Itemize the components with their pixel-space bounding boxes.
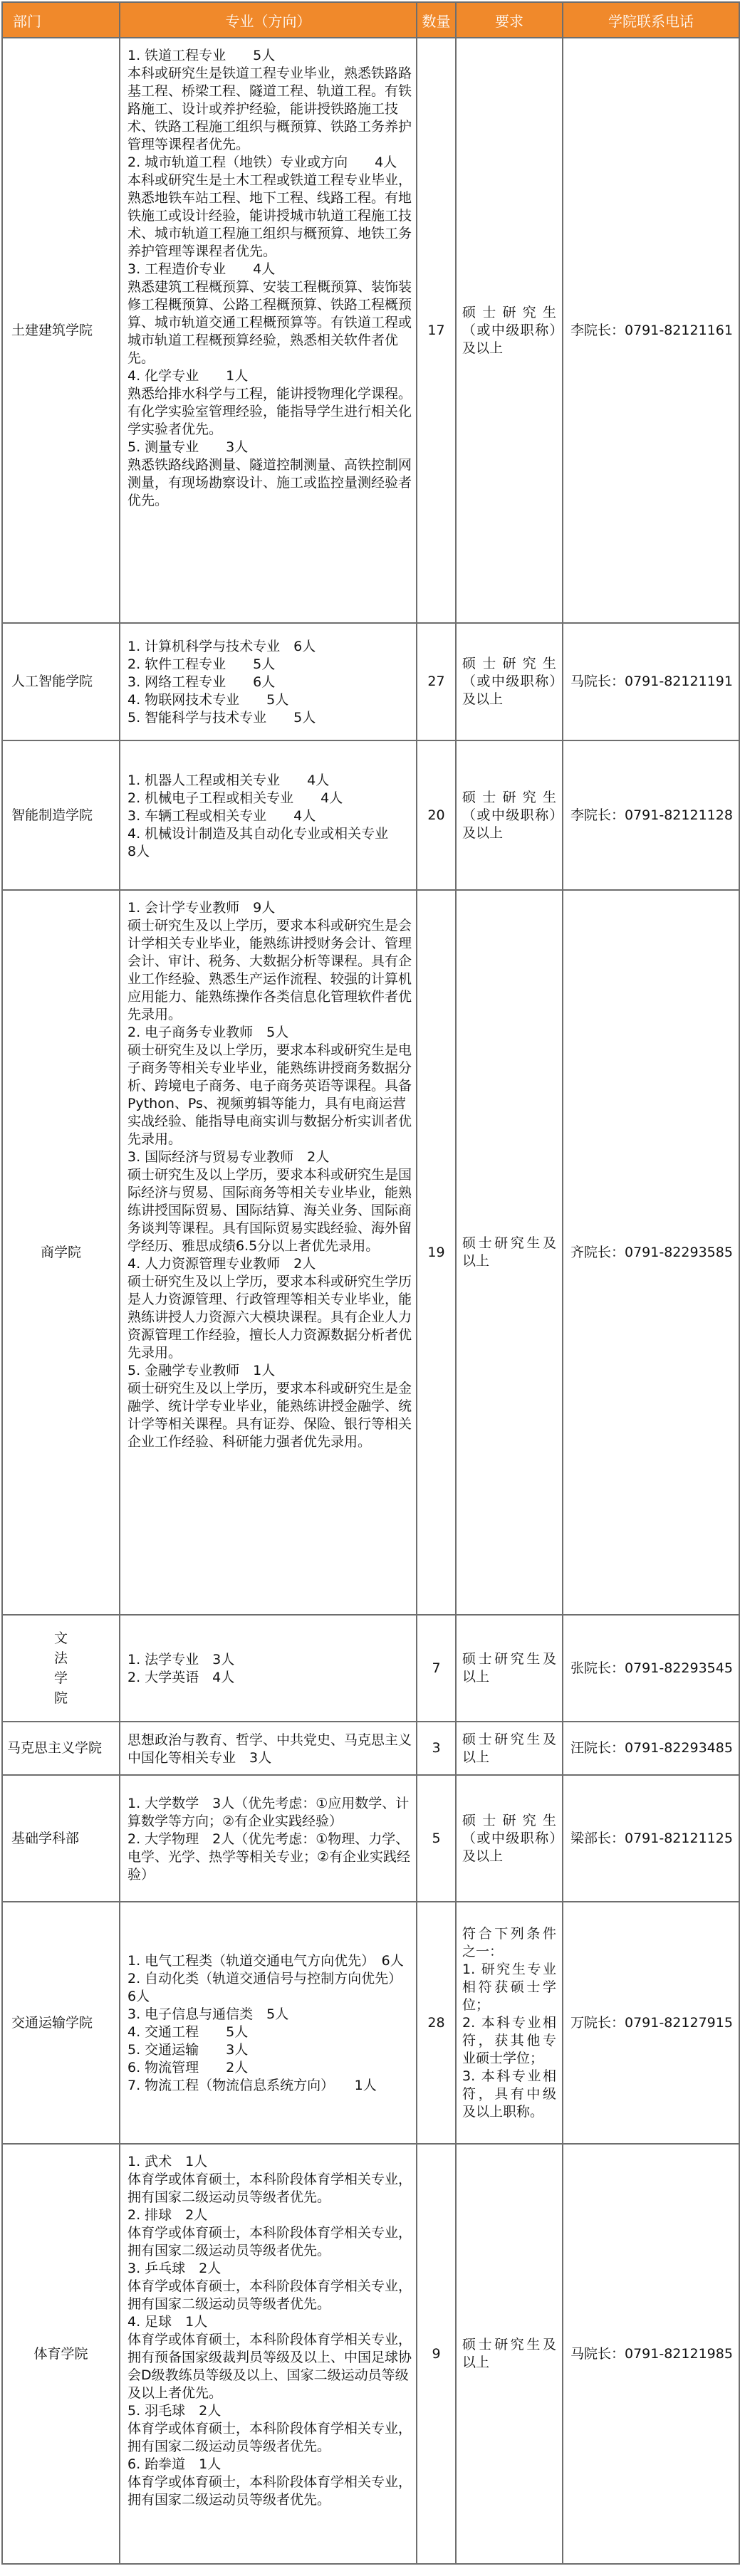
major-line: 2. 城市轨道工程（地铁）专业或方向 4人	[127, 155, 397, 170]
recruitment-table	[1, 1, 740, 2565]
dept-cell: 土建建筑学院	[2, 38, 120, 623]
contact-cell: 齐院长：0791-82293585	[563, 890, 739, 1615]
major-line: 5. 智能科学与技术专业 5人	[127, 710, 316, 726]
req-line: 3. 本科专业相符，具有中级及以上职称。	[462, 2068, 556, 2120]
contact-cell: 张院长：0791-82293545	[563, 1615, 739, 1722]
major-cell	[120, 740, 417, 890]
dept-cell: 人工智能学院	[2, 623, 120, 740]
contact-cell: 万院长：0791-82127915	[563, 1902, 739, 2144]
major-line: 思想政治与教育、哲学、中共党史、马克思主义中国化等相关专业 3人	[127, 1732, 412, 1766]
count-cell: 17	[417, 38, 456, 623]
major-line: 4. 交通工程 5人	[127, 2024, 249, 2040]
req-cell: 硕士研究生及以上	[456, 1722, 563, 1775]
major-line: 2. 自动化类（轨道交通信号与控制方向优先） 6人	[127, 1971, 409, 2004]
contact-cell: 马院长：0791-82121985	[563, 2144, 739, 2564]
major-line: 本科或研究生是土木工程或铁道工程专业毕业，熟悉地铁车站工程、地下工程、线路工程。有地铁施工或设计经验，能讲授城市轨道工程施工技术、城市轨道工程施工组织与概预算、地铁工务养护管理等课程者优先。	[127, 172, 412, 259]
table-row	[2, 1902, 739, 2144]
major-line: 6. 跆拳道 1人	[127, 2456, 222, 2472]
major-line: 2. 大学物理 2人（优先考虑：①物理、力学、电学、光学、热学等相关专业；②有企业实践经验）	[127, 1831, 411, 1883]
major-line: 2. 大学英语 4人	[127, 1670, 235, 1685]
contact-cell: 梁部长：0791-82121125	[563, 1775, 739, 1902]
count-cell: 9	[417, 2144, 456, 2564]
req-line: 符合下列条件之一：	[462, 1925, 556, 1959]
dept-cell	[2, 1615, 120, 1722]
major-line: 4. 物联网技术专业 5人	[127, 692, 289, 708]
count-cell: 27	[417, 623, 456, 740]
table-header-row	[2, 2, 739, 38]
req-cell: 硕士研究生及以上	[456, 890, 563, 1615]
major-line: 硕士研究生及以上学历，要求本科或研究生是电子商务等相关专业毕业，能熟练讲授商务数据分析、跨境电子商务、电子商务英语等课程。具备Python、Ps、视频剪辑等能力，具有电商运营实战经验、能指导电商实训与数据分析实训者优先录用。	[127, 1042, 412, 1147]
header-dept: 部门	[2, 2, 120, 38]
dept-cell: 体育学院	[2, 2144, 120, 2564]
major-line: 3. 国际经济与贸易专业教师 2人	[127, 1149, 330, 1165]
dept-cell: 智能制造学院	[2, 740, 120, 890]
dept-cell: 交通运输学院	[2, 1902, 120, 2144]
req-line: 1. 研究生专业相符获硕士学位；	[462, 1961, 556, 2013]
major-line: 1. 武术 1人	[127, 2154, 208, 2169]
major-line: 体育学或体育硕士，本科阶段体育学相关专业，拥有国家二级运动员等级者优先。	[127, 2278, 412, 2312]
dept-cell: 基础学科部	[2, 1775, 120, 1902]
major-cell	[120, 1722, 417, 1775]
major-line: 1. 大学数学 3人（优先考虑：①应用数学、计算数学等方向；②有企业实践经验）	[127, 1795, 410, 1829]
req-cell: 硕士研究生（或中级职称）及以上	[456, 1775, 563, 1902]
major-line: 7. 物流工程（物流信息系统方向） 1人	[127, 2078, 377, 2093]
count-cell: 20	[417, 740, 456, 890]
major-line: 1. 会计学专业教师 9人	[127, 900, 276, 916]
table-row	[2, 740, 739, 890]
major-line: 1. 计算机科学与技术专业 6人	[127, 639, 316, 654]
table-row	[2, 2144, 739, 2564]
header-contact: 学院联系电话	[563, 2, 739, 38]
major-cell	[120, 890, 417, 1615]
count-cell: 5	[417, 1775, 456, 1902]
contact-cell: 汪院长：0791-82293485	[563, 1722, 739, 1775]
req-cell: 硕士研究生（或中级职称）及以上	[456, 38, 563, 623]
major-line: 熟悉给排水科学与工程，能讲授物理化学课程。有化学实验室管理经验，能指导学生进行相关化学实验者优先。	[127, 386, 412, 437]
major-line: 5. 羽毛球 2人	[127, 2403, 222, 2419]
major-line: 1. 电气工程类（轨道交通电气方向优先） 6人	[127, 1953, 404, 1969]
major-line: 1. 法学专业 3人	[127, 1652, 235, 1667]
header-major: 专业（方向）	[120, 2, 417, 38]
table-row	[2, 623, 739, 740]
major-cell	[120, 1775, 417, 1902]
major-line: 4. 化学专业 1人	[127, 368, 249, 384]
table-row	[2, 1775, 739, 1902]
major-line: 硕士研究生及以上学历，要求本科或研究生是国际经济与贸易、国际商务等相关专业毕业，能熟练讲授国际贸易、国际结算、海关业务、国际商务谈判等课程。具有国际贸易实践经验、海外留学经历、雅思成绩6.5分以上者优先录用。	[127, 1167, 412, 1254]
count-cell: 28	[417, 1902, 456, 2144]
major-line: 本科或研究生是铁道工程专业毕业，熟悉铁路路基工程、桥梁工程、隧道工程、轨道工程。有铁路施工、设计或养护经验，能讲授铁路施工技术、铁路工程施工组织与概预算、铁路工务养护管理等课程者优先。	[127, 66, 412, 152]
major-line: 4. 人力资源管理专业教师 2人	[127, 1256, 316, 1272]
contact-cell: 李院长：0791-82121161	[563, 38, 739, 623]
major-line: 1. 机器人工程或相关专业 4人	[127, 772, 330, 788]
count-cell: 3	[417, 1722, 456, 1775]
major-line: 6. 物流管理 2人	[127, 2060, 249, 2075]
table-row	[2, 1615, 739, 1722]
major-line: 3. 电子信息与通信类 5人	[127, 2006, 289, 2022]
major-line: 硕士研究生及以上学历，要求本科或研究生学历是人力资源管理、行政管理等相关专业毕业，能熟练讲授人力资源六大模块课程。具有企业人力资源管理工作经验，擅长人力资源数据分析者优先录用。	[127, 1274, 412, 1361]
dept-vertical-label: 文法学院	[53, 1630, 68, 1706]
major-line: 3. 工程造价专业 4人	[127, 261, 276, 277]
major-line: 2. 排球 2人	[127, 2207, 208, 2223]
major-cell	[120, 1902, 417, 2144]
major-line: 3. 网络工程专业 6人	[127, 674, 276, 690]
dept-cell: 商学院	[2, 890, 120, 1615]
major-cell	[120, 38, 417, 623]
contact-cell: 李院长：0791-82121128	[563, 740, 739, 890]
table-row	[2, 38, 739, 623]
major-line: 硕士研究生及以上学历，要求本科或研究生是金融学、统计学专业毕业，能熟练讲授金融学、统计学等相关课程。具有证券、保险、银行等相关企业工作经验、科研能力强者优先录用。	[127, 1381, 412, 1450]
req-cell: 硕士研究生及以上	[456, 2144, 563, 2564]
major-line: 体育学或体育硕士，本科阶段体育学相关专业，拥有国家二级运动员等级者优先。	[127, 2474, 412, 2508]
major-line: 熟悉建筑工程概预算、安装工程概预算、装饰装修工程概预算、公路工程概预算、铁路工程概预算、城市轨道交通工程概预算等。有铁道工程或城市轨道工程概预算经验，熟悉相关软件者优先。	[127, 279, 412, 366]
count-cell: 7	[417, 1615, 456, 1722]
major-cell	[120, 2144, 417, 2564]
major-line: 硕士研究生及以上学历，要求本科或研究生是会计学相关专业毕业，能熟练讲授财务会计、管理会计、审计、税务、大数据分析等课程。具有企业工作经验、熟悉生产运作流程、较强的计算机应用能力、能熟练操作各类信息化管理软件者优先录用。	[127, 918, 412, 1022]
table-row	[2, 890, 739, 1615]
major-line: 体育学或体育硕士，本科阶段体育学相关专业，拥有预备国家级裁判员等级及以上、中国足球协会D级教练员等级及以上、国家二级运动员等级及以上者优先。	[127, 2332, 412, 2401]
major-line: 体育学或体育硕士，本科阶段体育学相关专业，拥有国家二级运动员等级者优先。	[127, 2172, 412, 2205]
req-cell: 硕士研究生及以上	[456, 1615, 563, 1722]
header-count: 数量	[417, 2, 456, 38]
major-line: 3. 车辆工程或相关专业 4人	[127, 807, 316, 824]
contact-cell: 马院长：0791-82121191	[563, 623, 739, 740]
major-cell	[120, 623, 417, 740]
req-cell	[456, 1902, 563, 2144]
req-line: 2. 本科专业相符，获其他专业硕士学位；	[462, 2014, 556, 2066]
major-line: 1. 铁道工程专业 5人	[127, 48, 276, 63]
dept-cell: 马克思主义学院	[2, 1722, 120, 1775]
count-cell: 19	[417, 890, 456, 1615]
table-row	[2, 1722, 739, 1775]
major-line: 2. 机械电子工程或相关专业 4人	[127, 790, 343, 806]
major-line: 5. 交通运输 3人	[127, 2042, 249, 2058]
major-line: 2. 软件工程专业 5人	[127, 656, 276, 672]
major-line: 3. 乒乓球 2人	[127, 2261, 222, 2276]
major-line: 2. 电子商务专业教师 5人	[127, 1025, 289, 1040]
major-line: 熟悉铁路线路测量、隧道控制测量、高铁控制网测量，有现场勘察设计、施工或监控量测经验者优先。	[127, 457, 412, 508]
major-line: 4. 机械设计制造及其自动化专业或相关专业 8人	[127, 825, 416, 859]
major-line: 5. 测量专业 3人	[127, 439, 249, 455]
major-line: 体育学或体育硕士，本科阶段体育学相关专业，拥有国家二级运动员等级者优先。	[127, 2225, 412, 2258]
major-line: 4. 足球 1人	[127, 2314, 208, 2330]
header-req: 要求	[456, 2, 563, 38]
req-cell: 硕士研究生（或中级职称）及以上	[456, 623, 563, 740]
major-line: 体育学或体育硕士，本科阶段体育学相关专业，拥有国家二级运动员等级者优先。	[127, 2421, 412, 2454]
req-cell: 硕士研究生（或中级职称）及以上	[456, 740, 563, 890]
major-line: 5. 金融学专业教师 1人	[127, 1363, 276, 1378]
major-cell	[120, 1615, 417, 1722]
